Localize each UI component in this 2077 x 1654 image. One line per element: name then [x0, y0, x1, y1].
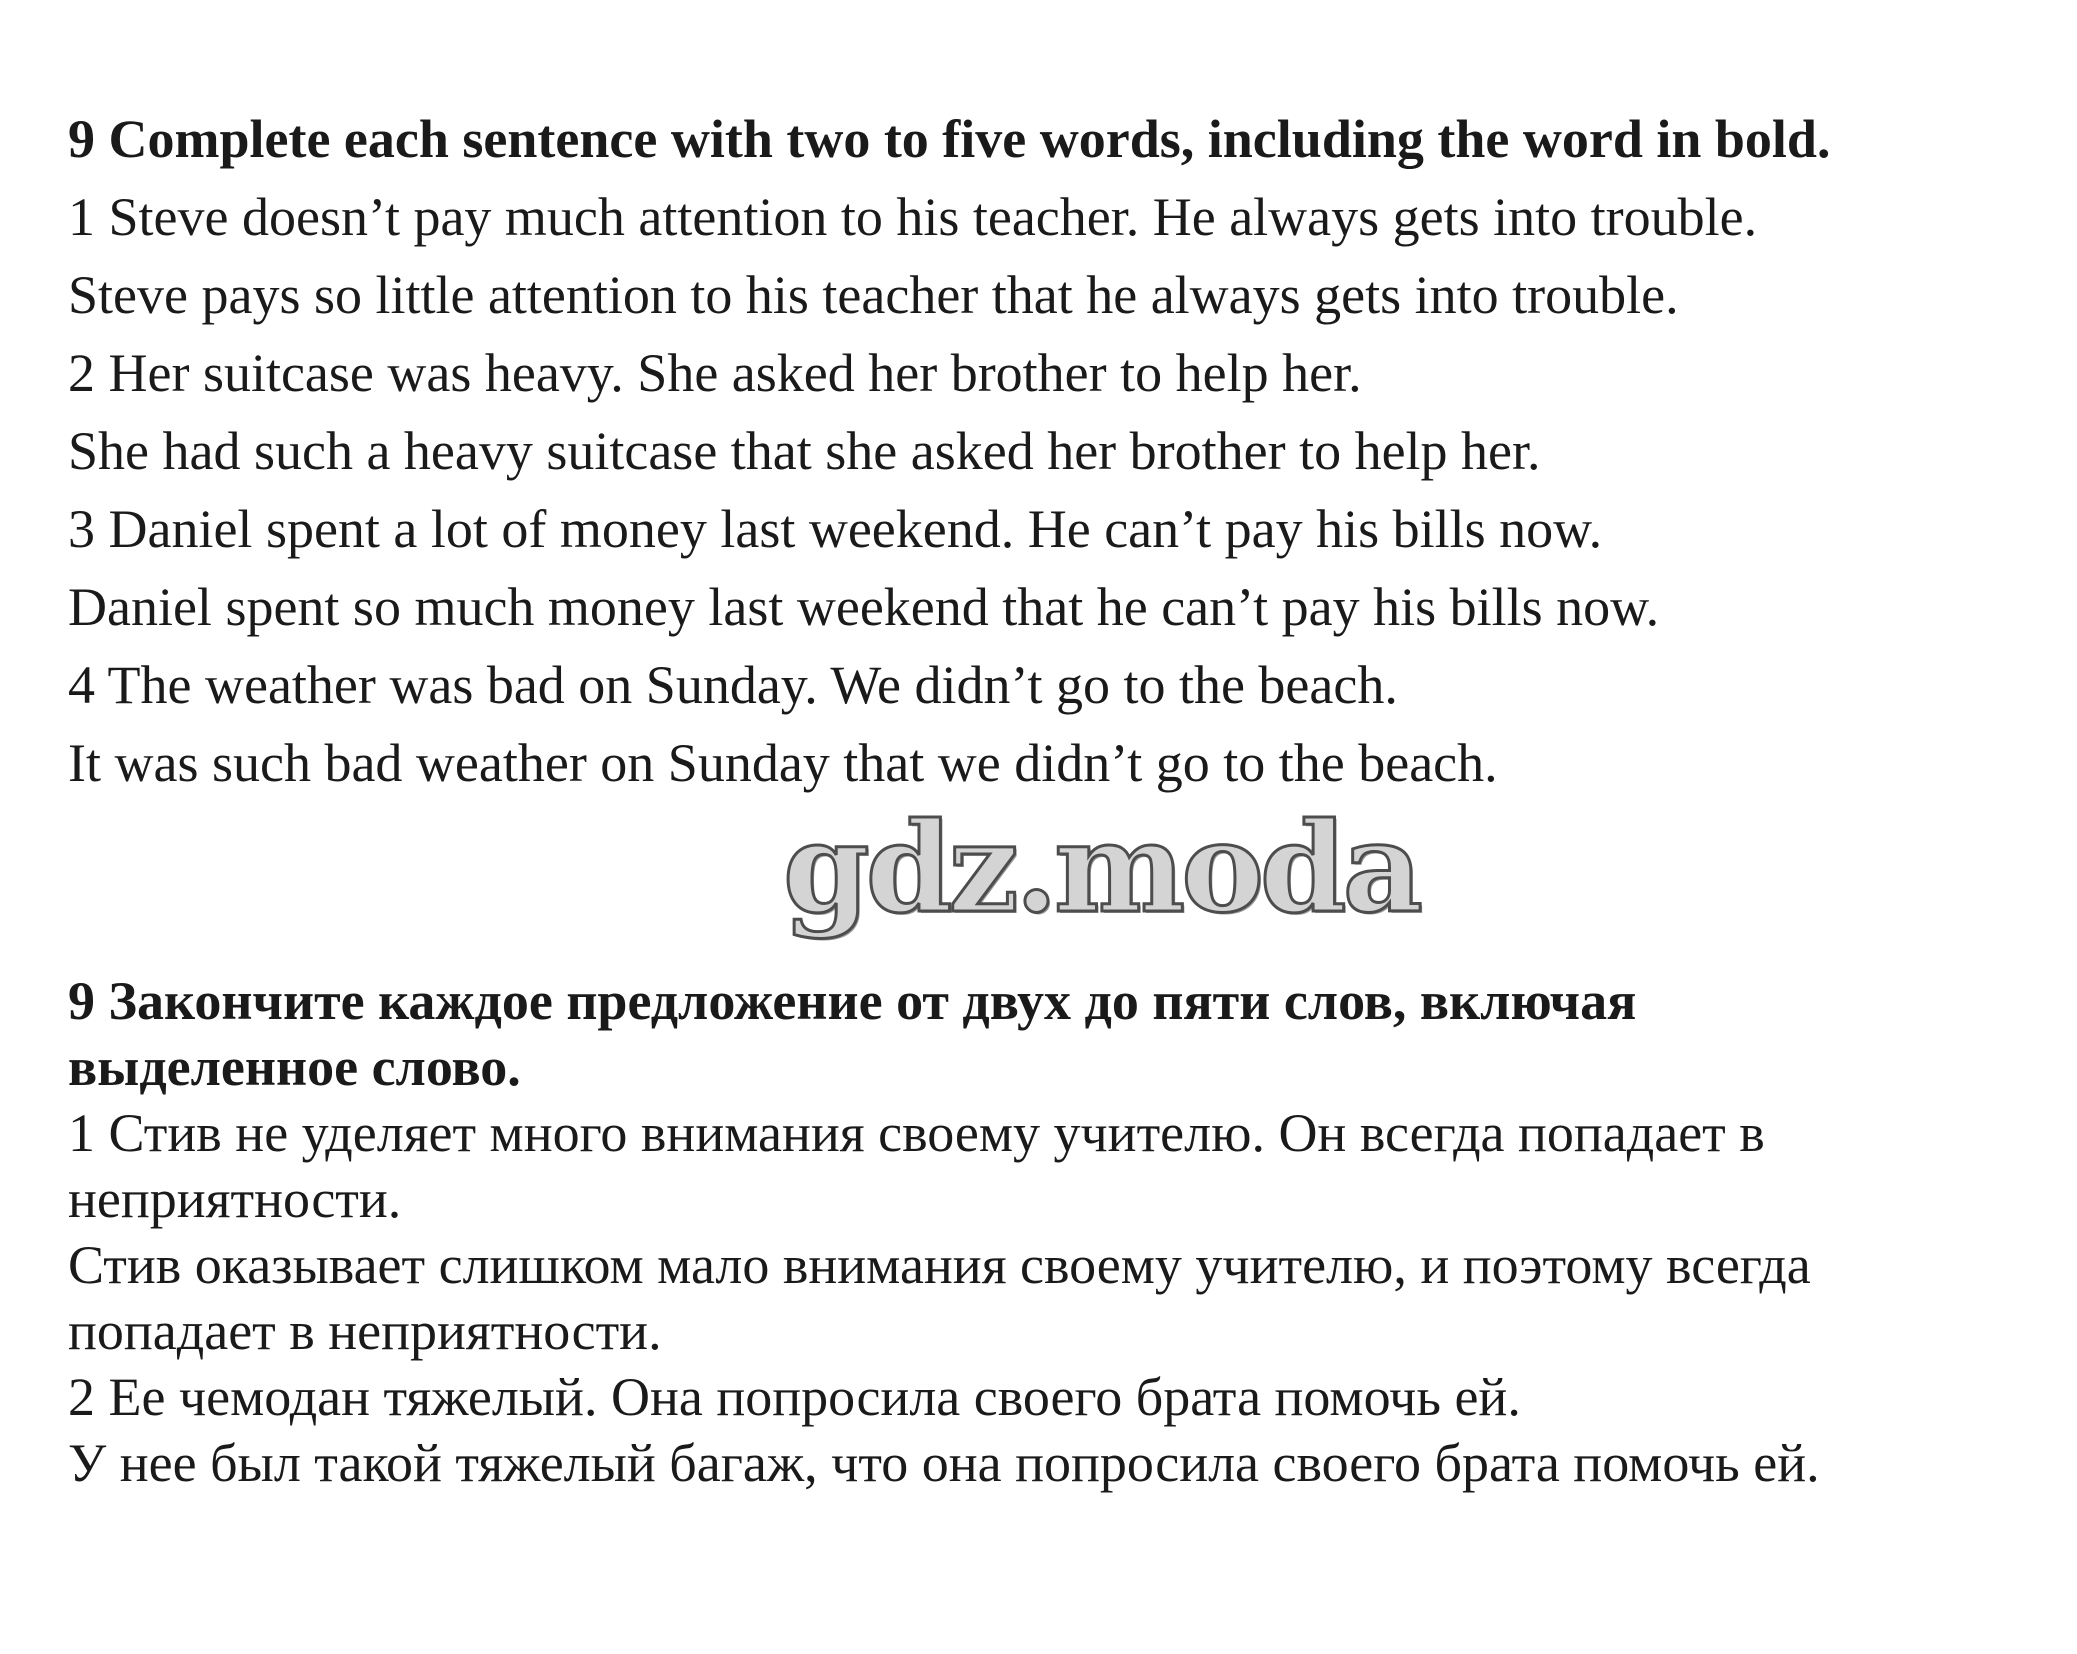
english-line-7: 4 The weather was bad on Sunday. We didn’t go to the beach.: [68, 655, 1398, 715]
russian-line-2: неприятности.: [68, 1169, 402, 1229]
russian-section: [68, 968, 2028, 1496]
watermark-logo: gdz.moda: [783, 796, 1419, 941]
english-heading: 9 Complete each sentence with two to five words, including the word in bold.: [68, 109, 1831, 169]
english-line-4: She had such a heavy suitcase that she asked her brother to help her.: [68, 421, 1541, 481]
russian-line-6: У нее был такой тяжелый багаж, что она попросила своего брата помочь ей.: [68, 1433, 1820, 1493]
english-line-3: 2 Her suitcase was heavy. She asked her brother to help her.: [68, 343, 1362, 403]
english-line-1: 1 Steve doesn’t pay much attention to his teacher. He always gets into trouble.: [68, 187, 1758, 247]
watermark-area: [68, 796, 2028, 952]
russian-heading-line-1: 9 Закончите каждое предложение от двух до пяти слов, включая: [68, 971, 1637, 1031]
english-line-6: Daniel spent so much money last weekend that he can’t pay his bills now.: [68, 577, 1660, 637]
english-section: [68, 100, 2028, 802]
english-line-8: It was such bad weather on Sunday that we didn’t go to the beach.: [68, 733, 1498, 793]
russian-heading-line-2: выделенное слово.: [68, 1037, 521, 1097]
russian-line-3: Стив оказывает слишком мало внимания своему учителю, и поэтому всегда: [68, 1235, 1811, 1295]
russian-line-5: 2 Ее чемодан тяжелый. Она попросила своего брата помочь ей.: [68, 1367, 1521, 1427]
document-page: [68, 100, 2028, 1496]
english-line-5: 3 Daniel spent a lot of money last weekend. He can’t pay his bills now.: [68, 499, 1603, 559]
russian-line-4: попадает в неприятности.: [68, 1301, 662, 1361]
english-line-2: Steve pays so little attention to his teacher that he always gets into trouble.: [68, 265, 1679, 325]
russian-line-1: 1 Стив не уделяет много внимания своему учителю. Он всегда попадает в: [68, 1103, 1765, 1163]
